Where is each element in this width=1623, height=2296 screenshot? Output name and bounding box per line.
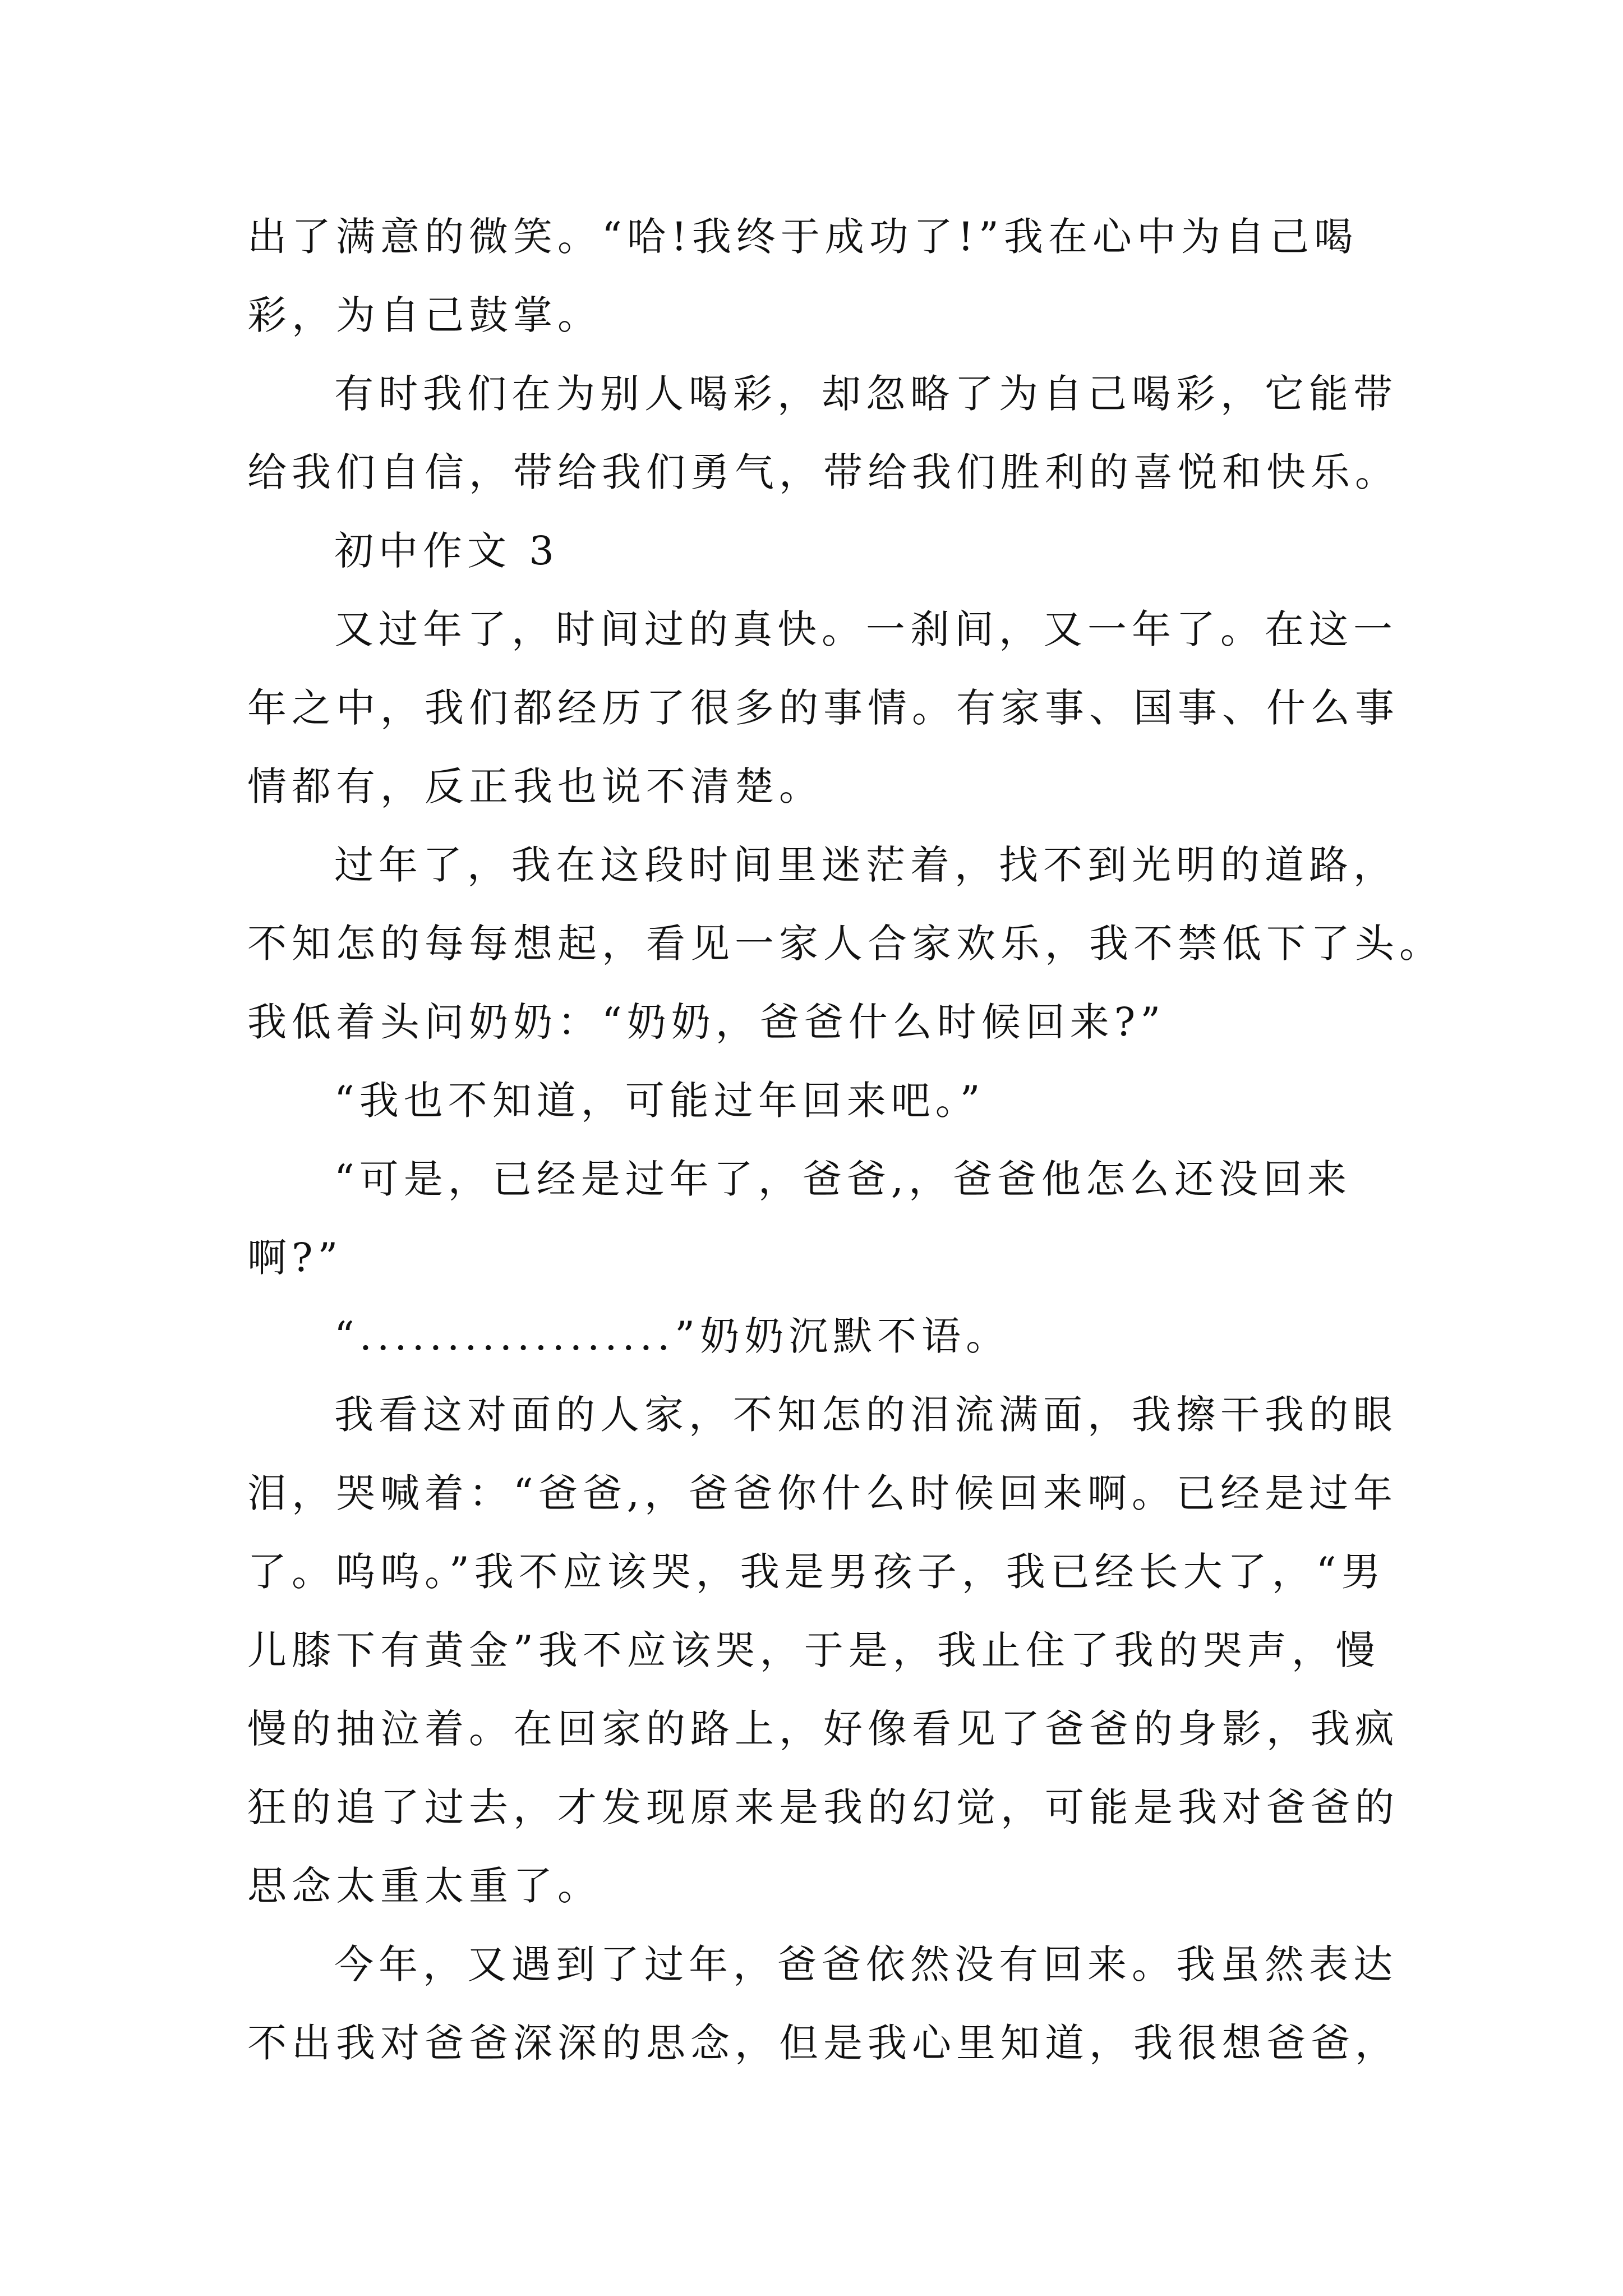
text-line: 思念太重太重了。	[247, 1863, 602, 1909]
dialogue-line: “..................”奶奶沉默不语。	[334, 1313, 1011, 1359]
section-heading: 初中作文 3	[334, 528, 559, 574]
text-line: 给我们自信，带给我们勇气，带给我们胜利的喜悦和快乐。	[247, 449, 1399, 495]
dialogue-line: “可是，已经是过年了，爸爸,，爸爸他怎么还没回来	[334, 1156, 1352, 1202]
paragraph-line: 又过年了，时间过的真快。一刹间，又一年了。在这一	[334, 606, 1398, 652]
paragraph-line: 过年了，我在这段时间里迷茫着，找不到光明的道路，	[334, 842, 1398, 888]
text-line: 我低着头问奶奶：“奶奶，爸爸什么时候回来?”	[247, 999, 1166, 1045]
dialogue-line: “我也不知道，可能过年回来吧。”	[334, 1078, 985, 1124]
paragraph-line: 今年，又遇到了过年，爸爸依然没有回来。我虽然表达	[334, 1941, 1398, 1987]
text-line: 情都有，反正我也说不清楚。	[247, 763, 823, 809]
text-line: 啊?”	[247, 1235, 343, 1281]
text-line: 不出我对爸爸深深的思念，但是我心里知道，我很想爸爸，	[247, 2020, 1399, 2066]
paragraph-line: 有时我们在为别人喝彩，却忽略了为自己喝彩，它能带	[334, 371, 1398, 417]
text-line: 年之中，我们都经历了很多的事情。有家事、国事、什么事	[247, 685, 1399, 731]
text-line: 儿膝下有黄金”我不应该哭，于是，我止住了我的哭声，慢	[247, 1627, 1380, 1673]
text-line: 不知怎的每每想起，看见一家人合家欢乐，我不禁低下了头。	[247, 921, 1444, 967]
text-line: 彩，为自己鼓掌。	[247, 292, 602, 338]
text-line: 出了满意的微笑。“哈!我终于成功了!”我在心中为自己喝	[247, 214, 1358, 260]
text-line: 泪，哭喊着：“爸爸,，爸爸你什么时候回来啊。已经是过年	[247, 1470, 1398, 1516]
text-line: 慢的抽泣着。在回家的路上，好像看见了爸爸的身影，我疯	[247, 1706, 1399, 1752]
text-line: 了。呜呜。”我不应该哭，我是男孩子，我已经长大了，“男	[247, 1549, 1386, 1595]
paragraph-line: 我看这对面的人家，不知怎的泪流满面，我擦干我的眼	[334, 1392, 1398, 1438]
text-line: 狂的追了过去，才发现原来是我的幻觉，可能是我对爸爸的	[247, 1784, 1399, 1830]
